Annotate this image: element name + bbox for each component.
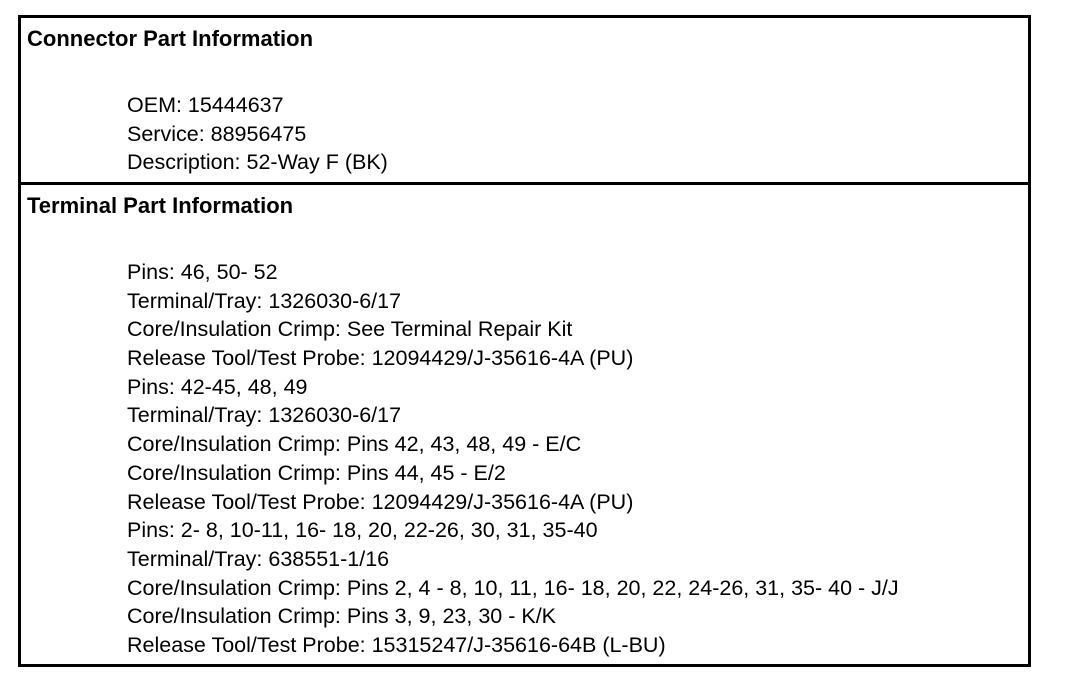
terminal-info-line: Release Tool/Test Probe: 12094429/J-35616-4A (PU) — [127, 489, 634, 514]
connector-part-section — [21, 18, 1028, 185]
terminal-part-section — [21, 185, 1028, 664]
connector-description-line: Description: 52-Way F (BK) — [127, 150, 388, 175]
connector-part-heading: Connector Part Information — [27, 26, 314, 51]
terminal-info-line: Core/Insulation Crimp: Pins 2, 4 - 8, 10, 11, 16- 18, 20, 22, 24-26, 31, 35- 40 - J/J — [127, 575, 899, 600]
connector-part-list — [127, 91, 388, 177]
terminal-info-line: Pins: 2- 8, 10-11, 16- 18, 20, 22-26, 30, 31, 35-40 — [127, 518, 598, 543]
connector-oem-line: OEM: 15444637 — [127, 93, 284, 117]
terminal-part-list — [127, 258, 899, 660]
terminal-info-line: Terminal/Tray: 1326030-6/17 — [127, 288, 402, 313]
terminal-info-line: Pins: 42-45, 48, 49 — [127, 374, 308, 399]
terminal-info-line: Core/Insulation Crimp: Pins 3, 9, 23, 30 - K/K — [127, 604, 557, 629]
terminal-part-heading: Terminal Part Information — [27, 193, 294, 218]
terminal-info-line: Release Tool/Test Probe: 15315247/J-35616-64B (L-BU) — [127, 632, 666, 657]
terminal-info-line: Terminal/Tray: 1326030-6/17 — [127, 403, 402, 428]
terminal-info-line: Core/Insulation Crimp: Pins 44, 45 - E/2 — [127, 460, 506, 485]
terminal-info-line: Core/Insulation Crimp: Pins 42, 43, 48, 49 - E/C — [127, 432, 582, 457]
terminal-info-line: Pins: 46, 50- 52 — [127, 260, 278, 284]
part-information-table — [18, 15, 1031, 667]
terminal-info-line: Release Tool/Test Probe: 12094429/J-35616-4A (PU) — [127, 346, 634, 371]
terminal-info-line: Core/Insulation Crimp: See Terminal Repair Kit — [127, 317, 573, 342]
terminal-info-line: Terminal/Tray: 638551-1/16 — [127, 546, 390, 571]
connector-service-line: Service: 88956475 — [127, 121, 307, 146]
